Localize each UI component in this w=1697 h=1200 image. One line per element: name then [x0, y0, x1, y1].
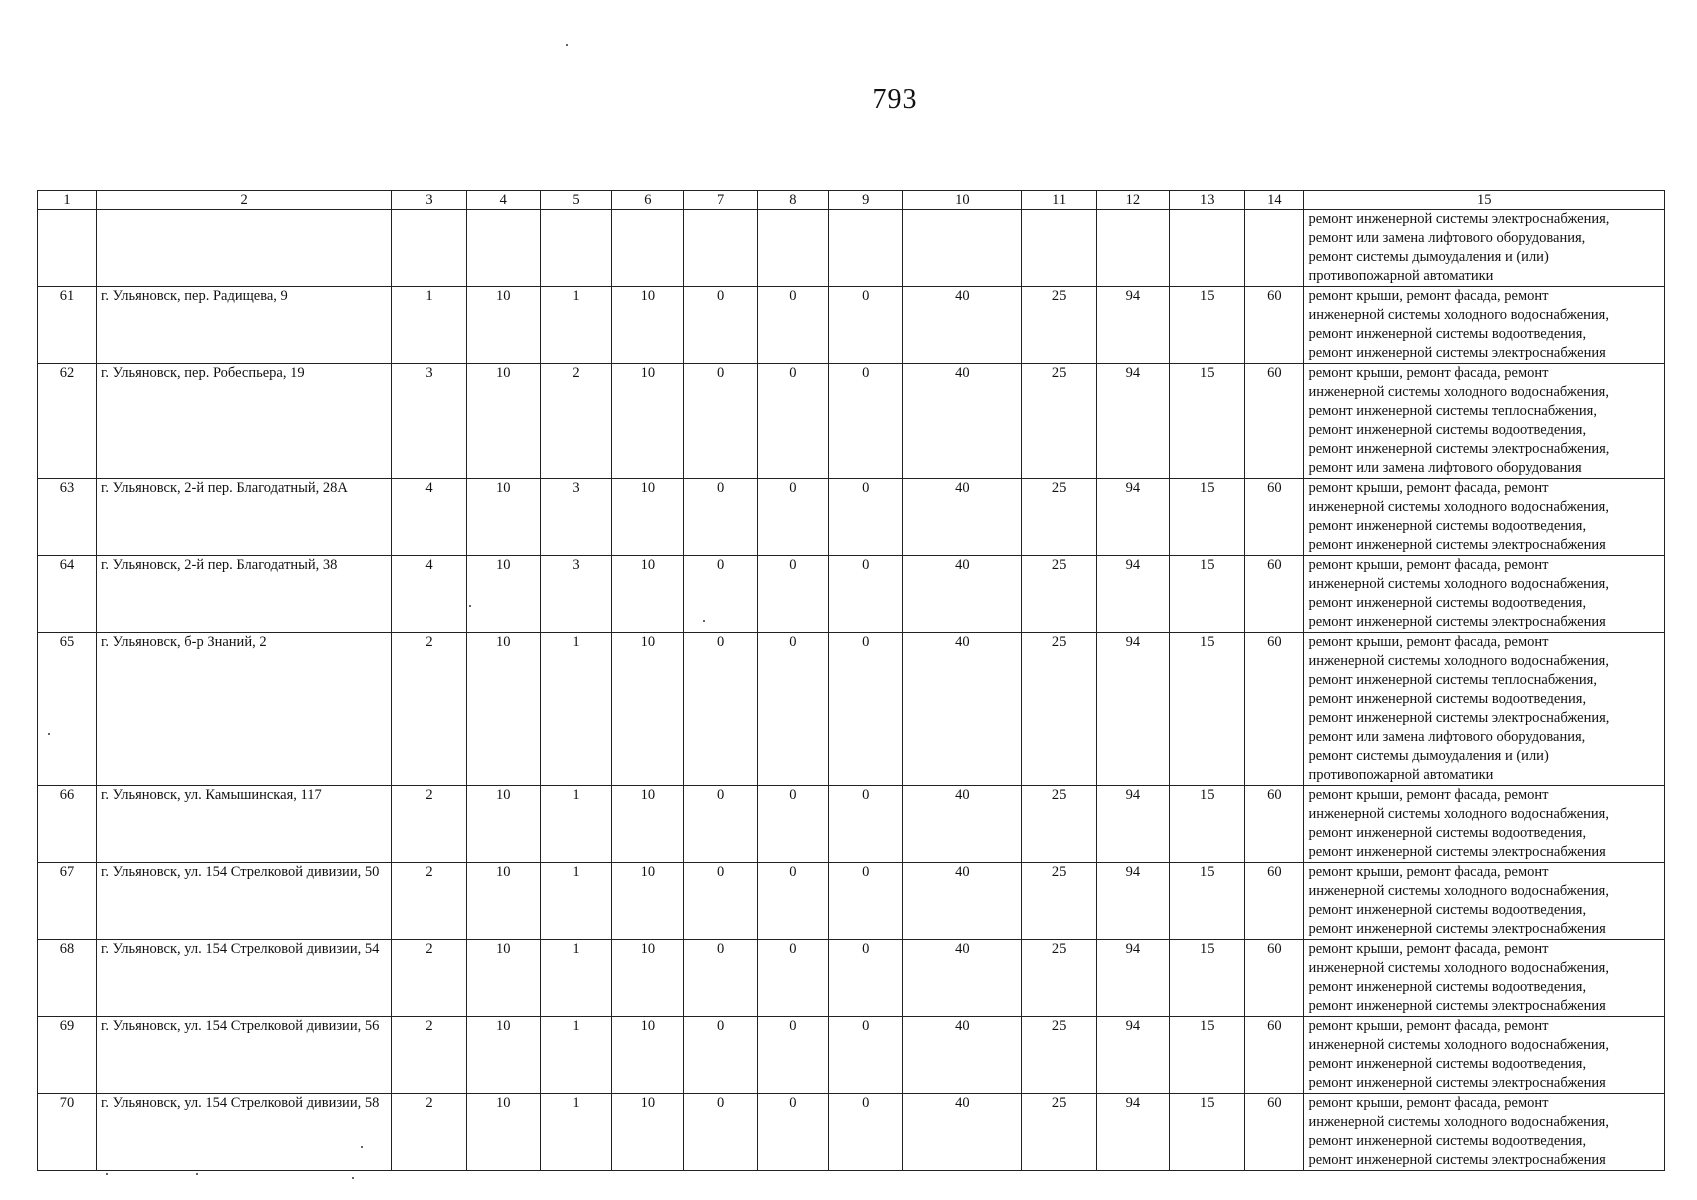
value-cell: 60 — [1245, 633, 1304, 786]
scan-speck — [566, 44, 568, 46]
value-cell: 3 — [392, 364, 466, 479]
work-line: ремонт инженерной системы электроснабжения — [1308, 614, 1606, 630]
value-cell: 40 — [903, 556, 1022, 633]
value-cell: 0 — [757, 556, 828, 633]
value-cell: 40 — [903, 1094, 1022, 1171]
value-cell: 0 — [684, 479, 757, 556]
value-cell: 15 — [1170, 633, 1245, 786]
works-cell — [1304, 287, 1665, 364]
value-cell: 15 — [1170, 863, 1245, 940]
row-number-cell: 61 — [38, 287, 97, 364]
work-line: противопожарной автоматики — [1308, 268, 1494, 284]
value-cell: 60 — [1245, 1017, 1304, 1094]
value-cell — [757, 210, 828, 287]
value-cell: 0 — [829, 479, 903, 556]
value-cell: 10 — [612, 1094, 684, 1171]
work-line: ремонт инженерной системы водоотведения, — [1308, 518, 1587, 534]
row-number-cell: 63 — [38, 479, 97, 556]
value-cell: 10 — [466, 364, 540, 479]
work-line: ремонт инженерной системы электроснабжения — [1308, 998, 1606, 1014]
work-line: ремонт крыши, ремонт фасада, ремонт — [1308, 1095, 1549, 1111]
value-cell: 25 — [1022, 556, 1096, 633]
value-cell: 10 — [466, 633, 540, 786]
value-cell: 0 — [829, 364, 903, 479]
value-cell: 25 — [1022, 633, 1096, 786]
value-cell: 1 — [392, 287, 466, 364]
work-line: ремонт инженерной системы водоотведения, — [1308, 691, 1587, 707]
work-line: ремонт или замена лифтового оборудования, — [1308, 230, 1586, 246]
value-cell: 10 — [612, 364, 684, 479]
table-row — [38, 863, 1665, 940]
value-cell: 0 — [829, 556, 903, 633]
works-cell — [1304, 364, 1665, 479]
table-row — [38, 556, 1665, 633]
work-line: инженерной системы холодного водоснабжения, — [1308, 653, 1609, 669]
address-cell: г. Ульяновск, пер. Робеспьера, 19 — [97, 364, 392, 479]
repair-schedule-table — [37, 190, 1665, 1171]
table-row — [38, 287, 1665, 364]
value-cell: 2 — [392, 1017, 466, 1094]
value-cell: 10 — [466, 556, 540, 633]
value-cell: 60 — [1245, 479, 1304, 556]
address-cell: г. Ульяновск, ул. 154 Стрелковой дивизии, 54 — [97, 940, 392, 1017]
value-cell: 25 — [1022, 364, 1096, 479]
value-cell: 0 — [684, 863, 757, 940]
work-line: ремонт инженерной системы электроснабжения — [1308, 345, 1606, 361]
table-row — [38, 364, 1665, 479]
work-line: ремонт инженерной системы водоотведения, — [1308, 825, 1587, 841]
value-cell: 0 — [684, 786, 757, 863]
work-line: ремонт инженерной системы электроснабжения — [1308, 1152, 1606, 1168]
value-cell: 10 — [466, 287, 540, 364]
value-cell: 10 — [612, 940, 684, 1017]
value-cell: 40 — [903, 364, 1022, 479]
address-cell — [97, 210, 392, 287]
value-cell — [540, 210, 611, 287]
value-cell: 15 — [1170, 1094, 1245, 1171]
value-cell — [1245, 210, 1304, 287]
column-header: 5 — [540, 191, 611, 210]
value-cell: 60 — [1245, 287, 1304, 364]
address-cell: г. Ульяновск, 2-й пер. Благодатный, 38 — [97, 556, 392, 633]
row-number-cell — [38, 210, 97, 287]
value-cell: 94 — [1096, 1017, 1169, 1094]
value-cell — [903, 210, 1022, 287]
address-cell: г. Ульяновск, 2-й пер. Благодатный, 28А — [97, 479, 392, 556]
work-line: ремонт крыши, ремонт фасада, ремонт — [1308, 288, 1549, 304]
table-row — [38, 1017, 1665, 1094]
value-cell — [1170, 210, 1245, 287]
table-body — [38, 210, 1665, 1171]
row-number-cell: 64 — [38, 556, 97, 633]
value-cell: 10 — [466, 479, 540, 556]
value-cell: 94 — [1096, 287, 1169, 364]
value-cell: 94 — [1096, 863, 1169, 940]
value-cell: 0 — [684, 940, 757, 1017]
value-cell: 0 — [829, 633, 903, 786]
value-cell: 15 — [1170, 287, 1245, 364]
column-header: 10 — [903, 191, 1022, 210]
row-number-cell: 68 — [38, 940, 97, 1017]
row-number-cell: 67 — [38, 863, 97, 940]
value-cell: 60 — [1245, 863, 1304, 940]
value-cell: 40 — [903, 786, 1022, 863]
work-line: ремонт инженерной системы водоотведения, — [1308, 902, 1587, 918]
value-cell: 0 — [757, 364, 828, 479]
value-cell: 0 — [757, 1094, 828, 1171]
row-number-cell: 70 — [38, 1094, 97, 1171]
value-cell: 15 — [1170, 556, 1245, 633]
work-line: ремонт крыши, ремонт фасада, ремонт — [1308, 480, 1549, 496]
value-cell — [1096, 210, 1169, 287]
value-cell: 10 — [466, 1094, 540, 1171]
value-cell: 10 — [466, 863, 540, 940]
value-cell: 0 — [684, 556, 757, 633]
address-cell: г. Ульяновск, б-р Знаний, 2 — [97, 633, 392, 786]
work-line: ремонт крыши, ремонт фасада, ремонт — [1308, 365, 1549, 381]
value-cell: 1 — [540, 633, 611, 786]
value-cell: 0 — [757, 1017, 828, 1094]
table-row — [38, 210, 1665, 287]
value-cell: 15 — [1170, 940, 1245, 1017]
scan-speck — [196, 1173, 198, 1175]
value-cell: 1 — [540, 287, 611, 364]
column-header: 4 — [466, 191, 540, 210]
value-cell — [1022, 210, 1096, 287]
table-row — [38, 479, 1665, 556]
work-line: ремонт инженерной системы теплоснабжения, — [1308, 672, 1597, 688]
value-cell: 60 — [1245, 364, 1304, 479]
work-line: ремонт крыши, ремонт фасада, ремонт — [1308, 787, 1549, 803]
value-cell: 25 — [1022, 479, 1096, 556]
value-cell: 40 — [903, 479, 1022, 556]
value-cell: 10 — [466, 940, 540, 1017]
value-cell: 94 — [1096, 364, 1169, 479]
value-cell: 10 — [612, 479, 684, 556]
work-line: ремонт крыши, ремонт фасада, ремонт — [1308, 1018, 1549, 1034]
table-row — [38, 1094, 1665, 1171]
work-line: ремонт крыши, ремонт фасада, ремонт — [1308, 941, 1549, 957]
work-line: ремонт инженерной системы электроснабжения — [1308, 1075, 1606, 1091]
value-cell: 10 — [612, 1017, 684, 1094]
value-cell: 1 — [540, 863, 611, 940]
value-cell: 0 — [757, 287, 828, 364]
work-line: инженерной системы холодного водоснабжения, — [1308, 576, 1609, 592]
value-cell: 25 — [1022, 287, 1096, 364]
value-cell — [392, 210, 466, 287]
work-line: ремонт инженерной системы водоотведения, — [1308, 595, 1587, 611]
work-line: ремонт крыши, ремонт фасада, ремонт — [1308, 864, 1549, 880]
work-line: ремонт инженерной системы водоотведения, — [1308, 1133, 1587, 1149]
work-line: ремонт или замена лифтового оборудования, — [1308, 729, 1586, 745]
page-number: 793 — [872, 84, 918, 115]
address-cell: г. Ульяновск, ул. Камышинская, 117 — [97, 786, 392, 863]
value-cell: 10 — [612, 556, 684, 633]
work-line: инженерной системы холодного водоснабжения, — [1308, 1114, 1609, 1130]
works-cell — [1304, 479, 1665, 556]
value-cell: 40 — [903, 287, 1022, 364]
value-cell: 40 — [903, 1017, 1022, 1094]
work-line: ремонт инженерной системы теплоснабжения, — [1308, 403, 1597, 419]
work-line: инженерной системы холодного водоснабжения, — [1308, 307, 1609, 323]
scan-speck — [48, 733, 50, 735]
work-line: противопожарной автоматики — [1308, 767, 1494, 783]
value-cell: 60 — [1245, 940, 1304, 1017]
value-cell: 10 — [466, 1017, 540, 1094]
value-cell — [684, 210, 757, 287]
value-cell: 25 — [1022, 786, 1096, 863]
works-cell — [1304, 1017, 1665, 1094]
value-cell: 0 — [684, 1017, 757, 1094]
value-cell: 10 — [612, 786, 684, 863]
work-line: ремонт инженерной системы электроснабжения, — [1308, 441, 1610, 457]
work-line: ремонт или замена лифтового оборудования — [1308, 460, 1582, 476]
value-cell: 60 — [1245, 1094, 1304, 1171]
address-cell: г. Ульяновск, пер. Радищева, 9 — [97, 287, 392, 364]
column-header: 1 — [38, 191, 97, 210]
value-cell: 60 — [1245, 786, 1304, 863]
column-header: 6 — [612, 191, 684, 210]
work-line: ремонт инженерной системы электроснабжения — [1308, 921, 1606, 937]
work-line: ремонт инженерной системы водоотведения, — [1308, 326, 1587, 342]
work-line: инженерной системы холодного водоснабжения, — [1308, 806, 1609, 822]
scan-speck — [106, 1173, 108, 1175]
column-header: 13 — [1170, 191, 1245, 210]
work-line: ремонт инженерной системы электроснабжения — [1308, 537, 1606, 553]
value-cell: 1 — [540, 940, 611, 1017]
work-line: инженерной системы холодного водоснабжения, — [1308, 960, 1609, 976]
value-cell: 94 — [1096, 633, 1169, 786]
value-cell: 1 — [540, 786, 611, 863]
table-row — [38, 633, 1665, 786]
works-cell — [1304, 940, 1665, 1017]
column-number-row — [38, 191, 1665, 210]
row-number-cell: 69 — [38, 1017, 97, 1094]
value-cell: 15 — [1170, 364, 1245, 479]
column-header: 2 — [97, 191, 392, 210]
work-line: ремонт инженерной системы электроснабжения, — [1308, 710, 1610, 726]
value-cell: 1 — [540, 1094, 611, 1171]
value-cell: 0 — [757, 940, 828, 1017]
value-cell: 10 — [612, 863, 684, 940]
value-cell: 0 — [684, 633, 757, 786]
value-cell: 10 — [612, 287, 684, 364]
value-cell: 0 — [757, 863, 828, 940]
work-line: ремонт инженерной системы водоотведения, — [1308, 1056, 1587, 1072]
scan-speck — [703, 620, 705, 622]
scan-speck — [469, 605, 471, 607]
column-header: 7 — [684, 191, 757, 210]
work-line: ремонт инженерной системы водоотведения, — [1308, 422, 1587, 438]
value-cell: 10 — [612, 633, 684, 786]
value-cell: 25 — [1022, 1017, 1096, 1094]
row-number-cell: 65 — [38, 633, 97, 786]
value-cell: 15 — [1170, 1017, 1245, 1094]
works-cell — [1304, 1094, 1665, 1171]
value-cell: 10 — [466, 786, 540, 863]
address-cell: г. Ульяновск, ул. 154 Стрелковой дивизии, 58 — [97, 1094, 392, 1171]
row-number-cell: 62 — [38, 364, 97, 479]
value-cell: 2 — [392, 863, 466, 940]
value-cell: 3 — [540, 556, 611, 633]
value-cell: 94 — [1096, 479, 1169, 556]
address-cell: г. Ульяновск, ул. 154 Стрелковой дивизии, 56 — [97, 1017, 392, 1094]
value-cell: 40 — [903, 863, 1022, 940]
column-header: 12 — [1096, 191, 1169, 210]
value-cell: 0 — [684, 287, 757, 364]
work-line: ремонт системы дымоудаления и (или) — [1308, 249, 1549, 265]
value-cell: 2 — [392, 940, 466, 1017]
table-row — [38, 786, 1665, 863]
value-cell: 15 — [1170, 786, 1245, 863]
column-header: 14 — [1245, 191, 1304, 210]
value-cell: 25 — [1022, 940, 1096, 1017]
scan-speck — [352, 1177, 354, 1179]
work-line: инженерной системы холодного водоснабжения, — [1308, 883, 1609, 899]
value-cell: 0 — [829, 287, 903, 364]
column-header: 8 — [757, 191, 828, 210]
column-header: 9 — [829, 191, 903, 210]
work-line: ремонт инженерной системы электроснабжения — [1308, 844, 1606, 860]
value-cell: 40 — [903, 940, 1022, 1017]
value-cell: 2 — [392, 786, 466, 863]
value-cell: 25 — [1022, 863, 1096, 940]
value-cell: 0 — [757, 786, 828, 863]
table-row — [38, 940, 1665, 1017]
value-cell: 2 — [540, 364, 611, 479]
work-line: инженерной системы холодного водоснабжения, — [1308, 384, 1609, 400]
value-cell: 0 — [829, 1017, 903, 1094]
work-line: ремонт системы дымоудаления и (или) — [1308, 748, 1549, 764]
value-cell: 25 — [1022, 1094, 1096, 1171]
work-line: ремонт крыши, ремонт фасада, ремонт — [1308, 557, 1549, 573]
value-cell — [829, 210, 903, 287]
value-cell: 3 — [540, 479, 611, 556]
value-cell: 0 — [757, 479, 828, 556]
value-cell: 0 — [684, 364, 757, 479]
value-cell: 2 — [392, 1094, 466, 1171]
value-cell: 0 — [829, 940, 903, 1017]
value-cell: 4 — [392, 479, 466, 556]
value-cell: 0 — [829, 1094, 903, 1171]
value-cell: 0 — [829, 863, 903, 940]
scan-speck — [361, 1146, 363, 1148]
works-cell — [1304, 786, 1665, 863]
works-cell — [1304, 210, 1665, 287]
works-cell — [1304, 863, 1665, 940]
value-cell — [466, 210, 540, 287]
column-header: 11 — [1022, 191, 1096, 210]
value-cell: 4 — [392, 556, 466, 633]
value-cell: 40 — [903, 633, 1022, 786]
value-cell: 0 — [829, 786, 903, 863]
work-line: ремонт крыши, ремонт фасада, ремонт — [1308, 634, 1549, 650]
value-cell: 94 — [1096, 1094, 1169, 1171]
work-line: ремонт инженерной системы водоотведения, — [1308, 979, 1587, 995]
value-cell: 94 — [1096, 940, 1169, 1017]
row-number-cell: 66 — [38, 786, 97, 863]
value-cell: 0 — [684, 1094, 757, 1171]
value-cell: 2 — [392, 633, 466, 786]
value-cell: 1 — [540, 1017, 611, 1094]
works-cell — [1304, 633, 1665, 786]
work-line: ремонт инженерной системы электроснабжения, — [1308, 211, 1610, 227]
address-cell: г. Ульяновск, ул. 154 Стрелковой дивизии, 50 — [97, 863, 392, 940]
column-header: 3 — [392, 191, 466, 210]
value-cell: 15 — [1170, 479, 1245, 556]
value-cell: 60 — [1245, 556, 1304, 633]
value-cell: 94 — [1096, 556, 1169, 633]
work-line: инженерной системы холодного водоснабжения, — [1308, 499, 1609, 515]
value-cell: 0 — [757, 633, 828, 786]
column-header: 15 — [1304, 191, 1665, 210]
works-cell — [1304, 556, 1665, 633]
value-cell: 94 — [1096, 786, 1169, 863]
value-cell — [612, 210, 684, 287]
work-line: инженерной системы холодного водоснабжения, — [1308, 1037, 1609, 1053]
